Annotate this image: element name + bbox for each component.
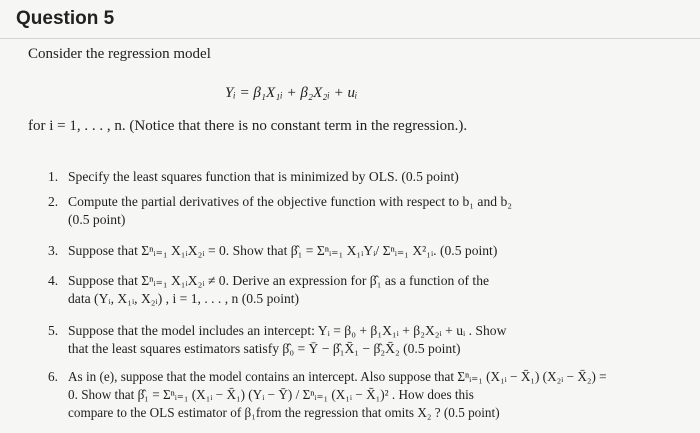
regression-equation: Yᵢ = β₁X₁ᵢ + β₂X₂ᵢ + uᵢ	[225, 85, 358, 101]
item-text-line: Specify the least squares function that is minimized by OLS. (0.5 point)	[68, 169, 459, 184]
item-text-line: Suppose that Σⁿᵢ₌₁ X₁ᵢX₂ᵢ = 0. Show that β̂₁ = Σⁿᵢ₌₁ X₁ᵢYᵢ/ Σⁿᵢ₌₁ X²₁ᵢ. (0.5 point)	[68, 243, 498, 258]
item-text-line: compare to the OLS estimator of β₁from the regression that omits X₂ ? (0.5 point)	[68, 405, 500, 420]
item-text-line: Compute the partial derivatives of the objective function with respect to b₁ and b₂	[68, 194, 512, 209]
question-item-6	[48, 368, 694, 422]
item-number: 4.	[48, 273, 59, 288]
item-number: 2.	[48, 194, 59, 209]
question-item-2	[48, 193, 688, 229]
item-number: 5.	[48, 323, 59, 338]
item-number: 3.	[48, 243, 59, 258]
intro-text: Consider the regression model	[28, 46, 211, 62]
item-text-line: data (Yᵢ, X₁ᵢ, X₂ᵢ) , i = 1, . . . , n (0.5 point)	[68, 291, 300, 306]
question-item-5	[48, 322, 688, 358]
item-number: 6.	[48, 369, 58, 384]
item-text-line: (0.5 point)	[68, 212, 126, 227]
question-heading: Question 5	[16, 8, 115, 29]
heading-divider	[0, 38, 700, 39]
item-text-line: Suppose that the model includes an intercept: Yᵢ = β₀ + β₁X₁ᵢ + β₂X₂ᵢ + uᵢ . Show	[68, 323, 507, 338]
question-item-3	[48, 242, 688, 260]
question-item-4	[48, 272, 688, 308]
item-text-line: that the least squares estimators satisfy β̂₀ = Ȳ − β̂₁X̄₁ − β̂₂X̄₂ (0.5 point)	[68, 341, 461, 356]
question-item-1	[48, 168, 688, 186]
item-text-line: As in (e), suppose that the model contains an intercept. Also suppose that Σⁿᵢ₌₁ (X₁ᵢ − X̄₁) (X₂ᵢ − X̄₂) =	[68, 369, 607, 384]
item-number: 1.	[48, 169, 59, 184]
model-note: for i = 1, . . . , n. (Notice that there is no constant term in the regression.).	[28, 118, 468, 134]
item-text-line: Suppose that Σⁿᵢ₌₁ X₁ᵢX₂ᵢ ≠ 0. Derive an expression for β̂₁ as a function of the	[68, 273, 490, 288]
item-text-line: 0. Show that β̂₁ = Σⁿᵢ₌₁ (X₁ᵢ − X̄₁) (Yᵢ − Ȳ) / Σⁿᵢ₌₁ (X₁ᵢ − X̄₁)² . How does this	[68, 387, 474, 402]
